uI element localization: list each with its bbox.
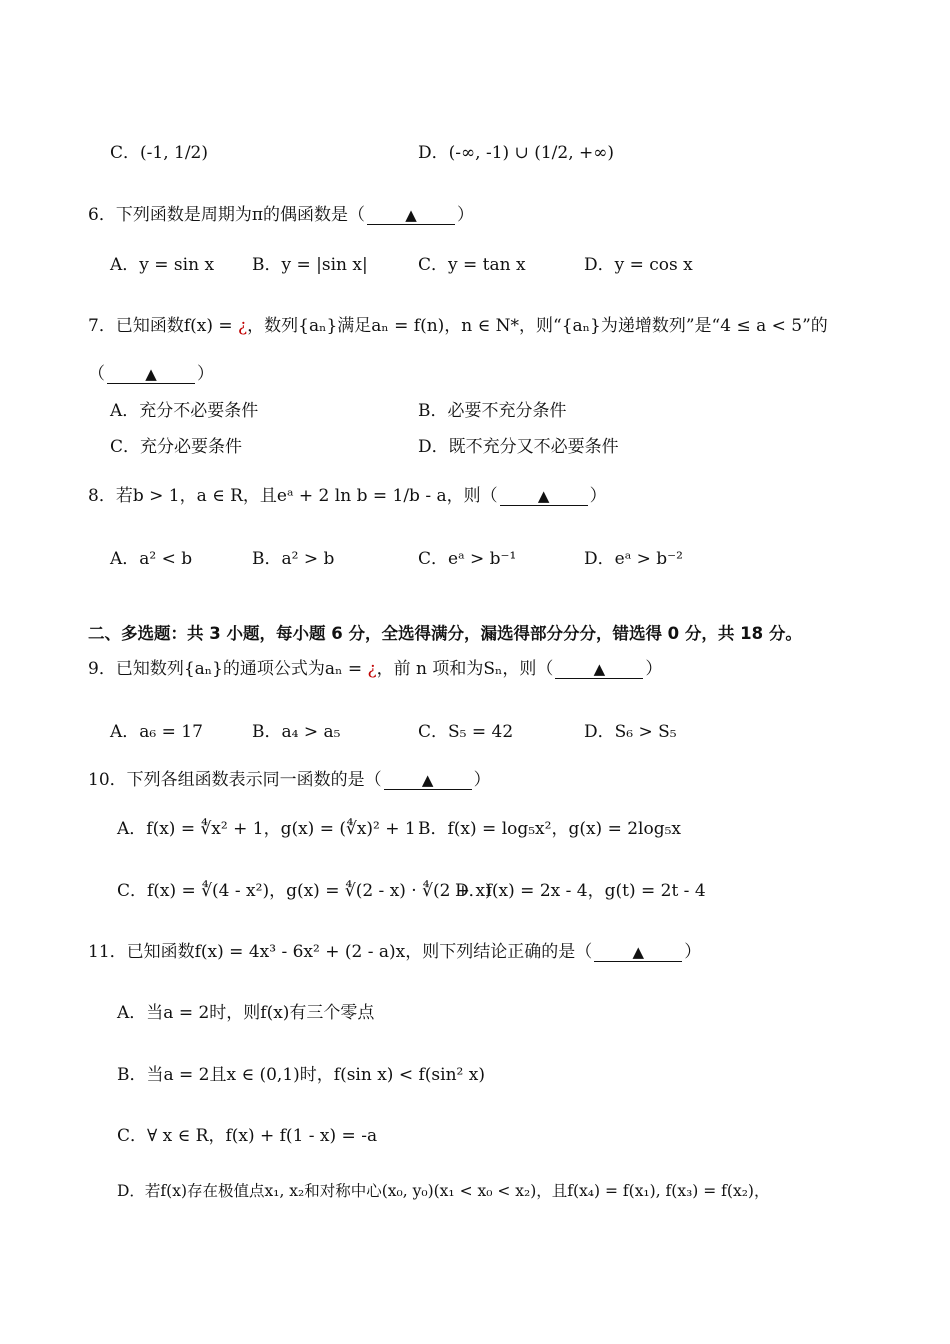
q11-stem-text: 11．已知函数f(x) = 4x³ - 6x² + (2 - a)x，则下列结论正确的是（ — [88, 942, 593, 962]
q11-stem — [88, 942, 701, 962]
q9-unknown-glyph: ¿ — [367, 659, 377, 679]
q6-stem-close: ） — [457, 205, 474, 225]
q8-option-b: B．a² > b — [252, 549, 335, 569]
q6-option-c: C．y = tan x — [418, 255, 526, 275]
q5-option-d: D．(-∞, -1) ∪ (1/2, +∞) — [418, 143, 615, 163]
q8-stem-text: 8．若b > 1，a ∈ R，且eᵃ + 2 ln b = 1/b - a，则（ — [88, 486, 498, 506]
answer-blank: ▲ — [367, 206, 455, 225]
q11-option-c: C．∀ x ∈ R，f(x) + f(1 - x) = -a — [117, 1126, 378, 1146]
q8-stem — [88, 486, 607, 506]
q7-option-d: D．既不充分又不必要条件 — [418, 437, 619, 457]
q7-paren-close: ） — [197, 364, 214, 384]
q7-answer-line — [88, 364, 214, 384]
q10-stem — [88, 770, 491, 790]
q7-unknown-glyph: ¿ — [238, 316, 248, 336]
q6-option-b: B．y = |sin x| — [252, 255, 368, 275]
q8-stem-close: ） — [589, 486, 607, 506]
q8-option-d: D．eᵃ > b⁻² — [584, 549, 683, 569]
q7-option-a: A．充分不必要条件 — [110, 401, 259, 421]
answer-blank: ▲ — [500, 487, 588, 506]
q10-option-d: D．f(x) = 2x - 4，g(t) = 2t - 4 — [455, 881, 706, 901]
q11-option-a: A．当a = 2时，则f(x)有三个零点 — [117, 1003, 375, 1023]
answer-blank: ▲ — [107, 365, 195, 384]
answer-blank: ▲ — [555, 660, 643, 679]
q9-option-a: A．a₆ = 17 — [110, 722, 203, 742]
q7-stem — [88, 316, 828, 336]
q7-option-c: C．充分必要条件 — [110, 437, 243, 457]
q7-stem-part2: ，数列{aₙ}满足aₙ = f(n)，n ∈ N*，则“{aₙ}为递增数列”是“4 ≤ a < 5”的 — [247, 316, 828, 336]
q10-option-b: B．f(x) = log₅x²，g(x) = 2log₅x — [418, 819, 682, 839]
q11-option-b: B．当a = 2且x ∈ (0,1)时，f(sin x) < f(sin² x) — [117, 1065, 485, 1085]
q6-option-d: D．y = cos x — [584, 255, 693, 275]
q7-stem-part1: 7．已知函数f(x) = — [88, 316, 239, 336]
q9-stem-close: ） — [645, 659, 663, 679]
q9-option-d: D．S₆ > S₅ — [584, 722, 677, 742]
q9-stem-part2: ，前 n 项和为Sₙ，则（ — [376, 659, 554, 679]
q8-option-c: C．eᵃ > b⁻¹ — [418, 549, 517, 569]
q11-stem-close: ） — [684, 942, 702, 962]
q6-stem-text: 6．下列函数是周期为π的偶函数是（ — [88, 205, 365, 225]
q7-paren-open: （ — [88, 364, 105, 384]
q10-option-a: A．f(x) = ∜x² + 1，g(x) = (∜x)² + 1 — [117, 819, 416, 839]
q5-option-c: C．(-1, 1/2) — [110, 143, 208, 163]
answer-blank: ▲ — [384, 771, 472, 790]
q6-option-a: A．y = sin x — [110, 255, 215, 275]
q10-stem-close: ） — [473, 770, 491, 790]
q9-stem — [88, 659, 662, 679]
q9-option-c: C．S₅ = 42 — [418, 722, 514, 742]
q10-option-c: C．f(x) = ∜(4 - x²)，g(x) = ∜(2 - x) · ∜(2 + x) — [117, 881, 492, 901]
q8-option-a: A．a² < b — [110, 549, 193, 569]
q6-stem — [88, 205, 474, 225]
q10-stem-text: 10．下列各组函数表示同一函数的是（ — [88, 770, 382, 790]
q9-stem-part1: 9．已知数列{aₙ}的通项公式为aₙ = — [88, 659, 368, 679]
q11-option-d: D．若f(x)存在极值点x₁, x₂和对称中心(x₀, y₀)(x₁ < x₀ < x₂)，且f(x₄) = f(x₁), f(x₃) = f(x₂)， — [117, 1182, 770, 1200]
q7-option-b: B．必要不充分条件 — [418, 401, 567, 421]
q9-option-b: B．a₄ > a₅ — [252, 722, 341, 742]
answer-blank: ▲ — [594, 943, 682, 962]
section-heading-multiple-choice: 二、多选题：共 3 小题，每小题 6 分，全选得满分，漏选得部分分分，错选得 0 分，共 18 分。 — [88, 624, 802, 643]
